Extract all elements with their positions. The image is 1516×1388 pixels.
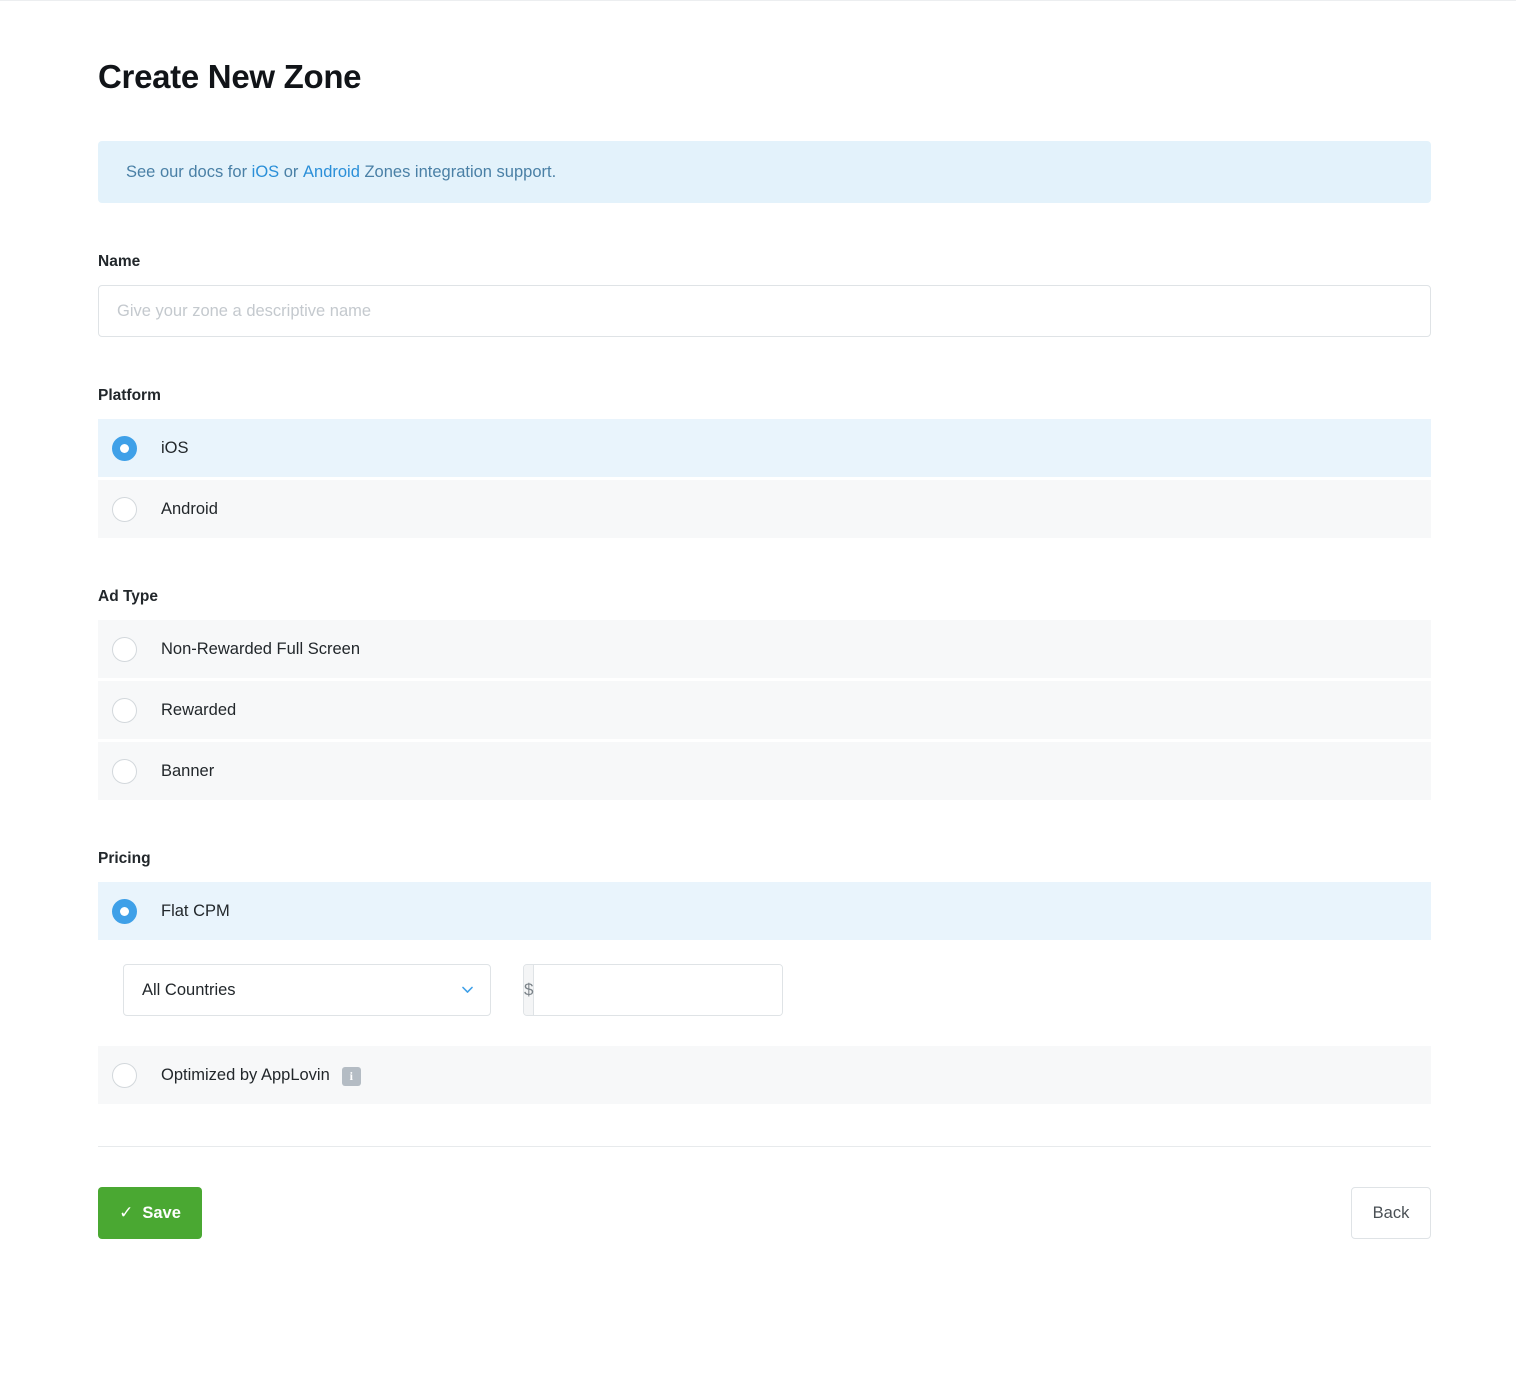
docs-notice-banner — [98, 141, 1431, 203]
ad-type-option-1-label: Rewarded — [161, 700, 237, 719]
country-select-wrapper[interactable] — [123, 964, 491, 1016]
notice-prefix: See our docs for — [126, 162, 252, 181]
platform-label: Platform — [98, 387, 161, 404]
pricing-label: Pricing — [98, 850, 151, 867]
ad-type-option-2-label: Banner — [161, 761, 215, 780]
zone-name-input[interactable] — [98, 285, 1431, 337]
platform-radio-group — [98, 419, 1431, 538]
country-select-value: All Countries — [142, 980, 236, 999]
ios-docs-link[interactable]: iOS — [251, 162, 280, 181]
country-select[interactable] — [123, 964, 491, 1016]
cpm-amount-input[interactable] — [534, 965, 782, 1015]
page-title: Create New Zone — [98, 58, 362, 95]
save-button-label: Save — [142, 1203, 181, 1222]
chevron-down-icon[interactable] — [462, 987, 473, 994]
notice-middle: or — [279, 162, 304, 181]
ad-type-option-non-rewarded-full-screen[interactable] — [98, 620, 1431, 678]
check-icon: ✓ — [119, 1203, 134, 1222]
platform-option-android[interactable] — [98, 480, 1431, 538]
radio-icon[interactable] — [112, 899, 137, 924]
name-label: Name — [98, 253, 141, 270]
platform-option-ios-label: iOS — [161, 438, 189, 457]
cpm-amount-field[interactable] — [523, 964, 783, 1016]
currency-prefix: $ — [524, 965, 534, 1015]
footer-divider — [98, 1146, 1431, 1147]
radio-icon[interactable] — [112, 759, 137, 784]
info-icon[interactable]: i — [342, 1067, 361, 1086]
platform-option-android-label: Android — [161, 499, 218, 518]
top-divider — [0, 0, 1516, 1]
flat-cpm-controls — [123, 964, 1431, 1016]
notice-suffix: Zones integration support. — [359, 162, 557, 181]
pricing-option-flat-cpm[interactable] — [98, 882, 1431, 940]
radio-icon[interactable] — [112, 698, 137, 723]
form-footer — [98, 1187, 1431, 1279]
docs-notice-text — [126, 163, 556, 182]
radio-icon[interactable] — [112, 1063, 137, 1088]
pricing-radio-group — [98, 882, 1431, 1104]
android-docs-link[interactable]: Android — [303, 162, 360, 181]
ad-type-option-rewarded[interactable] — [98, 681, 1431, 739]
ad-type-option-banner[interactable] — [98, 742, 1431, 800]
pricing-option-flat-cpm-label: Flat CPM — [161, 901, 230, 920]
ad-type-label: Ad Type — [98, 588, 158, 605]
radio-icon[interactable] — [112, 497, 137, 522]
pricing-option-optimized-label: Optimized by AppLovin — [161, 1065, 330, 1084]
platform-option-ios[interactable] — [98, 419, 1431, 477]
pricing-option-optimized-by-applovin[interactable] — [98, 1046, 1431, 1104]
radio-icon[interactable] — [112, 637, 137, 662]
radio-icon[interactable] — [112, 436, 137, 461]
save-button[interactable] — [98, 1187, 202, 1239]
ad-type-radio-group — [98, 620, 1431, 800]
ad-type-option-0-label: Non-Rewarded Full Screen — [161, 639, 361, 658]
back-button[interactable]: Back — [1351, 1187, 1431, 1239]
